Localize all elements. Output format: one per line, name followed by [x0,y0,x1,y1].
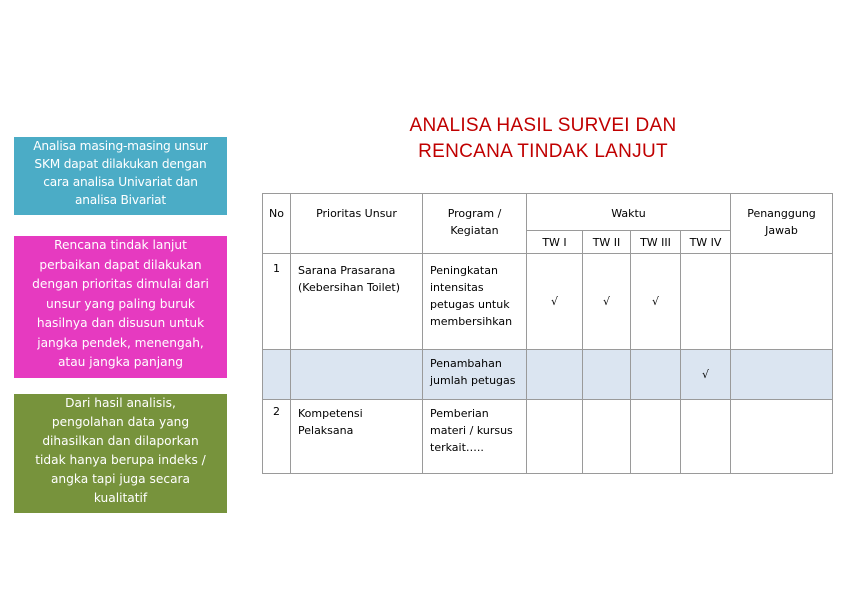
row-program-line: Penambahan [430,357,502,370]
page-title [360,113,726,165]
results-line: dihasilkan dan dilaporkan [42,434,199,448]
results-line: pengolahan data yang [51,415,190,429]
row-program-line: intensitas [430,281,484,294]
row-program-line: petugas untuk [430,298,510,311]
title-line-1: ANALISA HASIL SURVEI DAN [409,115,677,136]
title-line-2: RENCANA TINDAK LANJUT [418,141,668,162]
row-program-line: terkait….. [430,441,484,454]
row-check-q1 [527,400,583,474]
header-no: No [263,194,291,254]
row-responsible [731,400,833,474]
table-row [263,350,833,400]
action-plan-table [262,193,833,474]
table-row [263,254,833,350]
row-number [263,350,291,400]
row-program-line: Peningkatan [430,264,498,277]
analysis-line: SKM dapat dilakukan dengan [34,157,207,171]
row-priority-line: (Kebersihan Toilet) [298,281,401,294]
row-check-q4 [681,400,731,474]
row-check-q2 [583,400,631,474]
row-check-q3 [631,350,681,400]
row-check-q4: √ [681,350,731,400]
row-number: 2 [263,400,291,474]
results-line: Dari hasil analisis, [65,396,176,410]
analysis-line: analisa Bivariat [75,193,166,207]
header-responsible-line: Jawab [765,224,798,237]
row-program [423,350,527,400]
followup-line: jangka pendek, menengah, [37,335,204,350]
row-check-q2: √ [583,254,631,350]
row-priority-line: Pelaksana [298,424,354,437]
analysis-line: Analisa masing-masing unsur [33,139,208,153]
row-program-line: jumlah petugas [430,374,516,387]
followup-line: atau jangka panjang [57,355,184,369]
row-program [423,400,527,474]
row-program-line: Pemberian [430,407,489,420]
header-program [423,194,527,254]
header-program-line: Program / [447,207,502,220]
row-priority-line: Sarana Prasarana [298,264,396,277]
results-line: kualitatif [93,491,148,505]
header-quarter-1: TW I [527,231,583,254]
row-responsible [731,350,833,400]
row-check-q2 [583,350,631,400]
row-program [423,254,527,350]
row-check-q4 [681,254,731,350]
row-priority-line: Kompetensi [298,407,363,420]
results-info-box [14,394,227,513]
row-check-q3 [631,400,681,474]
row-check-q3: √ [631,254,681,350]
header-priority: Prioritas Unsur [291,194,423,254]
header-responsible [731,194,833,254]
header-quarter-2: TW II [583,231,631,254]
header-quarter-4: TW IV [681,231,731,254]
header-time: Waktu [527,194,731,231]
followup-line: Rencana tindak lanjut [54,238,187,252]
row-responsible [731,254,833,350]
header-row [263,194,833,231]
analysis-info-box [14,137,227,215]
header-responsible-line: Penanggung [747,207,816,220]
row-priority [291,350,423,400]
followup-line: perbaikan dapat dilakukan [39,257,202,272]
analysis-line: cara analisa Univariat dan [43,175,198,189]
header-program-line: Kegiatan [450,224,499,237]
row-number: 1 [263,254,291,350]
followup-line: dengan prioritas dimulai dari [32,277,209,291]
results-line: angka tapi juga secara [50,472,191,486]
results-line: tidak hanya berupa indeks / [35,453,206,467]
header-quarter-3: TW III [631,231,681,254]
followup-line: unsur yang paling buruk [46,296,195,311]
followup-info-box [14,236,227,378]
row-check-q1: √ [527,254,583,350]
table-row [263,400,833,474]
row-program-line: membersihkan [430,315,513,328]
row-priority [291,400,423,474]
followup-line: hasilnya dan disusun untuk [36,316,205,330]
row-check-q1 [527,350,583,400]
row-program-line: materi / kursus [430,424,513,437]
row-priority [291,254,423,350]
